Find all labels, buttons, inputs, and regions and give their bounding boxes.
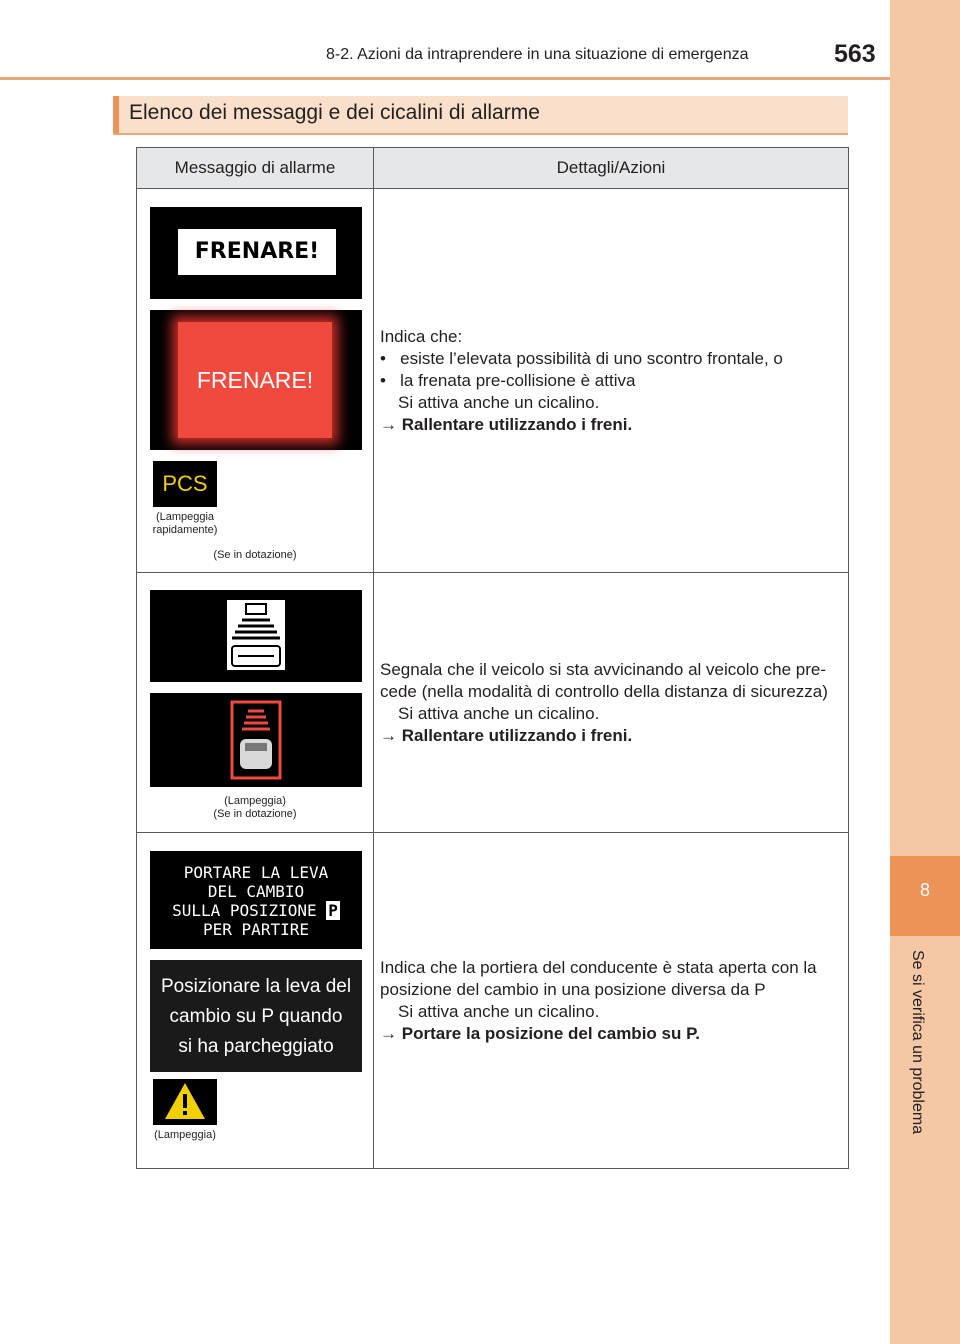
equipment-note: (Se in dotazione) — [213, 549, 297, 561]
frenare-label-mono: FRENARE! — [178, 229, 336, 275]
action-line: → Portare la posizione del cambio su P. — [380, 1023, 700, 1043]
table-row — [137, 573, 849, 833]
frenare-label-color: FRENARE! — [178, 322, 332, 438]
details-line: cede (nella modalità di controllo della distanza di sicurezza) — [380, 681, 828, 701]
warning-triangle-icon — [153, 1079, 217, 1125]
details-line: posizione del cambio in una posizione diversa da P — [380, 979, 766, 999]
message-cell — [137, 833, 374, 1169]
side-tab — [890, 0, 960, 1344]
buzzer-note: Si attiva anche un cicalino. — [398, 392, 600, 412]
display-shift-lever-color — [150, 960, 362, 1072]
details-bullet: • esiste l’elevata possibilità di uno scontro frontale, o — [380, 348, 783, 368]
vehicle-approach-mono-icon — [150, 590, 362, 682]
side-tab-label: Se si verifica un problema — [909, 950, 926, 1135]
table-row — [137, 189, 849, 573]
display-frenare-color — [150, 310, 362, 450]
flash-note: (Lampeggia) — [154, 1129, 216, 1141]
header-title: 8-2. Azioni da intraprendere in una situazione di emergenza — [326, 46, 749, 63]
vehicle-approach-color-icon — [150, 693, 362, 787]
lcd-line: PER PARTIRE — [203, 920, 309, 939]
display-frenare-mono — [150, 207, 362, 299]
details-cell — [374, 833, 849, 1169]
message-cell — [137, 189, 374, 573]
flash-note: (Lampeggia) — [224, 795, 286, 807]
lcd-line: SULLA POSIZIONE P — [172, 901, 338, 920]
pcs-flash-note: (Lampeggia rapidamente) — [152, 511, 218, 536]
action-line: → Rallentare utilizzando i freni. — [380, 725, 633, 745]
lcd-line: DEL CAMBIO — [207, 882, 305, 901]
header-rule — [0, 77, 890, 80]
equipment-note: (Se in dotazione) — [213, 808, 297, 820]
pcs-indicator: PCS — [153, 461, 217, 507]
details-cell — [374, 189, 849, 573]
details-line: Segnala che il veicolo si sta avvicinando al veicolo che pre- — [380, 659, 827, 679]
lcd-line: Posizionare la leva del — [160, 976, 352, 997]
master-warning-indicator — [153, 1079, 217, 1125]
alarm-table — [136, 147, 849, 1169]
display-shift-lever-mono — [150, 851, 362, 949]
section-title: Elenco dei messaggi e dei cicalini di allarme — [129, 101, 540, 124]
lcd-line: PORTARE LA LEVA — [183, 863, 329, 882]
section-bar — [113, 96, 848, 135]
table-row — [137, 833, 849, 1169]
details-cell — [374, 573, 849, 833]
details-bullet: • la frenata pre-collisione è attiva — [380, 370, 636, 390]
page-number: 563 — [834, 40, 876, 68]
p-position-badge: P — [328, 901, 338, 920]
lcd-line: cambio su P quando — [169, 1006, 343, 1027]
details-intro: Indica che: — [380, 326, 463, 346]
message-cell — [137, 573, 374, 833]
column-header-details: Dettagli/Azioni — [374, 148, 849, 189]
side-tab-number: 8 — [919, 880, 930, 900]
display-distance-mono — [150, 590, 362, 682]
column-header-message: Messaggio di allarme — [137, 148, 374, 189]
display-distance-color — [150, 693, 362, 787]
buzzer-note: Si attiva anche un cicalino. — [398, 703, 600, 723]
side-tab-number-box — [890, 856, 960, 936]
buzzer-note: Si attiva anche un cicalino. — [398, 1001, 600, 1021]
lcd-line: si ha parcheggiato — [178, 1036, 334, 1057]
details-line: Indica che la portiera del conducente è stata aperta con la — [380, 957, 817, 977]
table-header-row — [137, 148, 849, 189]
action-line: → Rallentare utilizzando i freni. — [380, 414, 633, 434]
